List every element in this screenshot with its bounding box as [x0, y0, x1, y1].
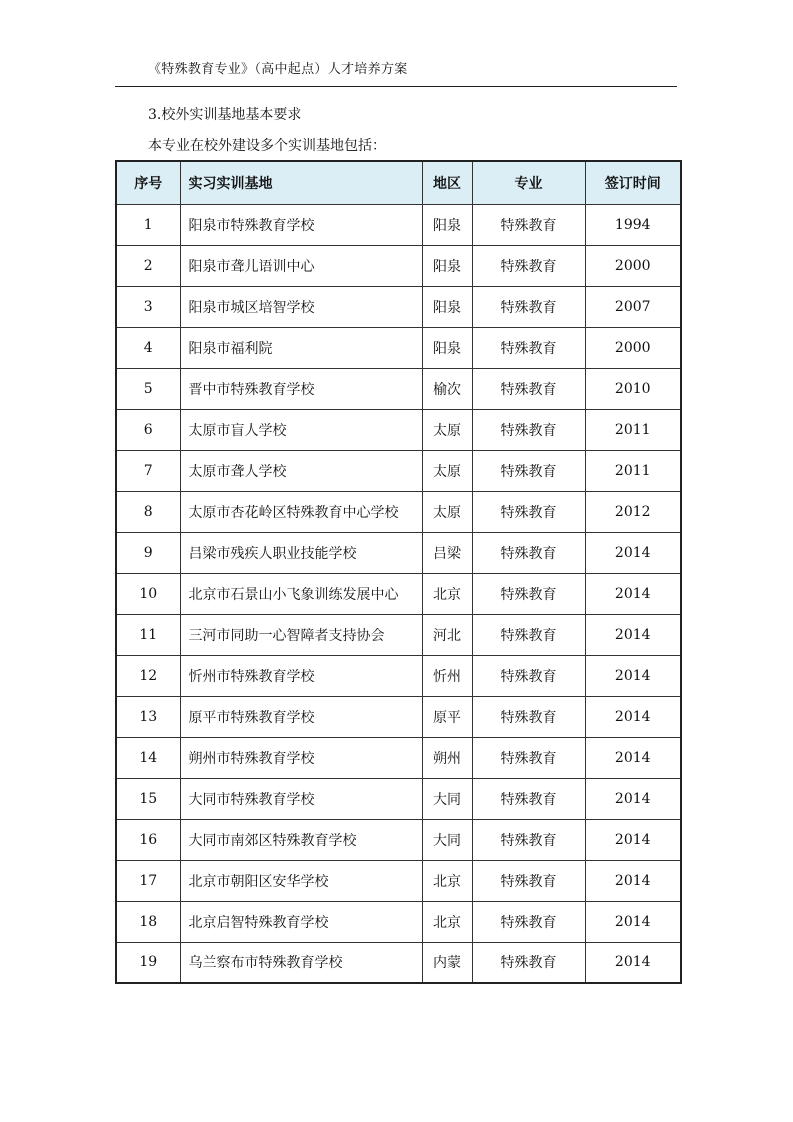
cell-base-name: 忻州市特殊教育学校: [180, 655, 422, 696]
cell-signed-year: 2011: [585, 409, 681, 450]
cell-base-name: 阳泉市特殊教育学校: [180, 204, 422, 245]
table-row: [116, 737, 681, 778]
cell-base-name: 北京市石景山小飞象训练发展中心: [180, 573, 422, 614]
cell-number: 1: [116, 204, 180, 245]
cell-signed-year: 2014: [585, 737, 681, 778]
table-row: [116, 450, 681, 491]
cell-major: 特殊教育: [472, 286, 585, 327]
table-row: [116, 901, 681, 942]
cell-number: 6: [116, 409, 180, 450]
table-row: [116, 655, 681, 696]
cell-major: 特殊教育: [472, 696, 585, 737]
table-row: [116, 204, 681, 245]
table-row: [116, 860, 681, 901]
cell-signed-year: 2000: [585, 245, 681, 286]
cell-number: 4: [116, 327, 180, 368]
cell-region: 太原: [422, 409, 472, 450]
table-row: [116, 532, 681, 573]
section-title: 3.校外实训基地基本要求: [148, 107, 302, 123]
cell-number: 11: [116, 614, 180, 655]
cell-signed-year: 2014: [585, 778, 681, 819]
table-row: [116, 409, 681, 450]
cell-signed-year: 2014: [585, 655, 681, 696]
cell-major: 特殊教育: [472, 860, 585, 901]
cell-region: 忻州: [422, 655, 472, 696]
table-header-row: [116, 161, 681, 204]
cell-number: 15: [116, 778, 180, 819]
cell-region: 太原: [422, 491, 472, 532]
cell-base-name: 北京启智特殊教育学校: [180, 901, 422, 942]
cell-region: 河北: [422, 614, 472, 655]
cell-signed-year: 1994: [585, 204, 681, 245]
cell-major: 特殊教育: [472, 901, 585, 942]
cell-region: 阳泉: [422, 286, 472, 327]
cell-signed-year: 2014: [585, 942, 681, 983]
cell-number: 17: [116, 860, 180, 901]
cell-number: 16: [116, 819, 180, 860]
cell-base-name: 太原市盲人学校: [180, 409, 422, 450]
cell-base-name: 太原市杏花岭区特殊教育中心学校: [180, 491, 422, 532]
cell-base-name: 朔州市特殊教育学校: [180, 737, 422, 778]
cell-region: 北京: [422, 573, 472, 614]
table-row: [116, 327, 681, 368]
cell-number: 18: [116, 901, 180, 942]
cell-base-name: 三河市同助一心智障者支持协会: [180, 614, 422, 655]
cell-region: 原平: [422, 696, 472, 737]
cell-region: 阳泉: [422, 245, 472, 286]
cell-major: 特殊教育: [472, 491, 585, 532]
cell-signed-year: 2014: [585, 901, 681, 942]
cell-region: 大同: [422, 778, 472, 819]
cell-region: 榆次: [422, 368, 472, 409]
cell-base-name: 原平市特殊教育学校: [180, 696, 422, 737]
table-row: [116, 942, 681, 983]
cell-number: 8: [116, 491, 180, 532]
cell-number: 3: [116, 286, 180, 327]
table-row: [116, 368, 681, 409]
table-row: [116, 614, 681, 655]
cell-signed-year: 2014: [585, 573, 681, 614]
cell-number: 7: [116, 450, 180, 491]
cell-signed-year: 2014: [585, 696, 681, 737]
table-row: [116, 491, 681, 532]
table-row: [116, 286, 681, 327]
cell-major: 特殊教育: [472, 204, 585, 245]
table-row: [116, 696, 681, 737]
cell-major: 特殊教育: [472, 573, 585, 614]
cell-region: 朔州: [422, 737, 472, 778]
cell-signed-year: 2014: [585, 819, 681, 860]
cell-major: 特殊教育: [472, 409, 585, 450]
column-header-signed-date: 签订时间: [585, 161, 681, 204]
cell-region: 北京: [422, 901, 472, 942]
cell-major: 特殊教育: [472, 614, 585, 655]
cell-region: 北京: [422, 860, 472, 901]
cell-number: 14: [116, 737, 180, 778]
cell-signed-year: 2014: [585, 860, 681, 901]
cell-base-name: 乌兰察布市特殊教育学校: [180, 942, 422, 983]
table-row: [116, 778, 681, 819]
cell-region: 太原: [422, 450, 472, 491]
cell-base-name: 阳泉市聋儿语训中心: [180, 245, 422, 286]
cell-number: 10: [116, 573, 180, 614]
section-intro: 本专业在校外建设多个实训基地包括：: [148, 138, 386, 154]
cell-signed-year: 2014: [585, 532, 681, 573]
cell-signed-year: 2014: [585, 614, 681, 655]
cell-major: 特殊教育: [472, 819, 585, 860]
cell-signed-year: 2007: [585, 286, 681, 327]
cell-number: 9: [116, 532, 180, 573]
cell-number: 5: [116, 368, 180, 409]
column-header-region: 地区: [422, 161, 472, 204]
table-row: [116, 819, 681, 860]
header-divider: [115, 86, 677, 87]
column-header-major: 专业: [472, 161, 585, 204]
cell-number: 2: [116, 245, 180, 286]
cell-number: 12: [116, 655, 180, 696]
cell-base-name: 阳泉市城区培智学校: [180, 286, 422, 327]
cell-region: 阳泉: [422, 327, 472, 368]
cell-major: 特殊教育: [472, 245, 585, 286]
cell-base-name: 吕梁市残疾人职业技能学校: [180, 532, 422, 573]
cell-region: 阳泉: [422, 204, 472, 245]
column-header-base: 实习实训基地: [180, 161, 422, 204]
cell-major: 特殊教育: [472, 737, 585, 778]
cell-major: 特殊教育: [472, 327, 585, 368]
training-bases-table: [115, 160, 682, 984]
document-header: 《特殊教育专业》（高中起点）人才培养方案: [148, 62, 408, 77]
cell-signed-year: 2010: [585, 368, 681, 409]
cell-major: 特殊教育: [472, 450, 585, 491]
cell-major: 特殊教育: [472, 368, 585, 409]
cell-number: 19: [116, 942, 180, 983]
cell-number: 13: [116, 696, 180, 737]
cell-region: 内蒙: [422, 942, 472, 983]
cell-signed-year: 2000: [585, 327, 681, 368]
cell-base-name: 晋中市特殊教育学校: [180, 368, 422, 409]
cell-region: 吕梁: [422, 532, 472, 573]
table-row: [116, 573, 681, 614]
cell-major: 特殊教育: [472, 532, 585, 573]
cell-base-name: 大同市特殊教育学校: [180, 778, 422, 819]
cell-major: 特殊教育: [472, 778, 585, 819]
cell-base-name: 大同市南郊区特殊教育学校: [180, 819, 422, 860]
table-row: [116, 245, 681, 286]
cell-base-name: 北京市朝阳区安华学校: [180, 860, 422, 901]
cell-region: 大同: [422, 819, 472, 860]
cell-base-name: 阳泉市福利院: [180, 327, 422, 368]
column-header-number: 序号: [116, 161, 180, 204]
cell-major: 特殊教育: [472, 942, 585, 983]
cell-major: 特殊教育: [472, 655, 585, 696]
cell-signed-year: 2011: [585, 450, 681, 491]
cell-signed-year: 2012: [585, 491, 681, 532]
cell-base-name: 太原市聋人学校: [180, 450, 422, 491]
